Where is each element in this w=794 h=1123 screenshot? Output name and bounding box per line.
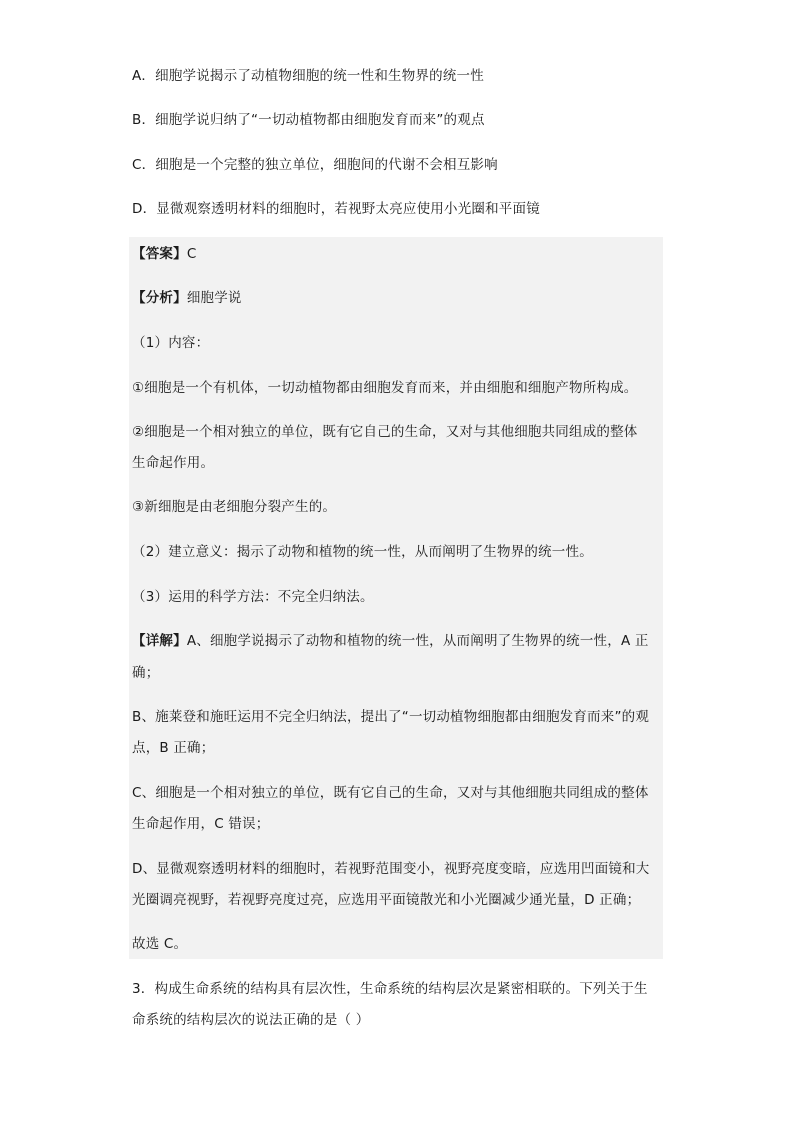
question-3-line-2: 命系统的结构层次的说法正确的是（ ） (132, 1012, 370, 1028)
option-a: A．细胞学说揭示了动植物细胞的统一性和生物界的统一性 (132, 68, 484, 84)
detail-a-line-2: 确； (132, 665, 160, 681)
detail-d-line-2: 光圈调亮视野，若视野亮度过亮，应选用平面镜散光和小光圈减少通光量，D 正确； (132, 892, 641, 908)
detail-label: 【详解】 (132, 633, 187, 649)
detail-conclusion: 故选 C。 (132, 936, 188, 952)
detail-c-line-1: C、细胞是一个相对独立的单位，既有它自己的生命，又对与其他细胞共同组成的整体 (132, 785, 649, 801)
analysis-point-2-line-1: ②细胞是一个相对独立的单位，既有它自己的生命，又对与其他细胞共同组成的整体 (132, 424, 638, 440)
answer-value: C (186, 246, 197, 262)
detail-a-text: A、细胞学说揭示了动物和植物的统一性，从而阐明了生物界的统一性，A 正 (186, 633, 649, 649)
analysis-significance: （2）建立意义：揭示了动物和植物的统一性，从而阐明了生物界的统一性。 (132, 544, 593, 560)
answer-line (132, 246, 196, 262)
analysis-label: 【分析】 (132, 290, 187, 306)
analysis-method: （3）运用的科学方法：不完全归纳法。 (132, 589, 374, 605)
answer-label: 【答案】 (132, 246, 187, 262)
analysis-point-1: ①细胞是一个有机体，一切动植物都由细胞发育而来，并由细胞和细胞产物所构成。 (132, 380, 638, 396)
detail-a-line-1 (132, 633, 649, 649)
option-c: C．细胞是一个完整的独立单位，细胞间的代谢不会相互影响 (132, 157, 498, 173)
detail-b-line-2: 点，B 正确； (132, 740, 215, 756)
detail-c-line-2: 生命起作用，C 错误； (132, 816, 270, 832)
analysis-line (132, 290, 242, 306)
option-b: B．细胞学说归纳了“一切动植物都由细胞发育而来”的观点 (132, 112, 485, 128)
analysis-point-3: ③新细胞是由老细胞分裂产生的。 (132, 499, 337, 515)
analysis-topic: 细胞学说 (186, 290, 242, 306)
detail-d-line-1: D、显微观察透明材料的细胞时，若视野范围变小，视野亮度变暗，应选用凹面镜和大 (132, 861, 650, 877)
option-d: D．显微观察透明材料的细胞时，若视野太亮应使用小光圈和平面镜 (132, 201, 540, 217)
analysis-point-2-line-2: 生命起作用。 (132, 455, 215, 471)
detail-b-line-1: B、施莱登和施旺运用不完全归纳法，提出了“一切动植物细胞都由细胞发育而来”的观 (132, 709, 650, 725)
question-3-line-1: 3．构成生命系统的结构具有层次性，生命系统的结构层次是紧密相联的。下列关于生 (132, 981, 648, 997)
analysis-content-heading: （1）内容： (132, 335, 210, 351)
